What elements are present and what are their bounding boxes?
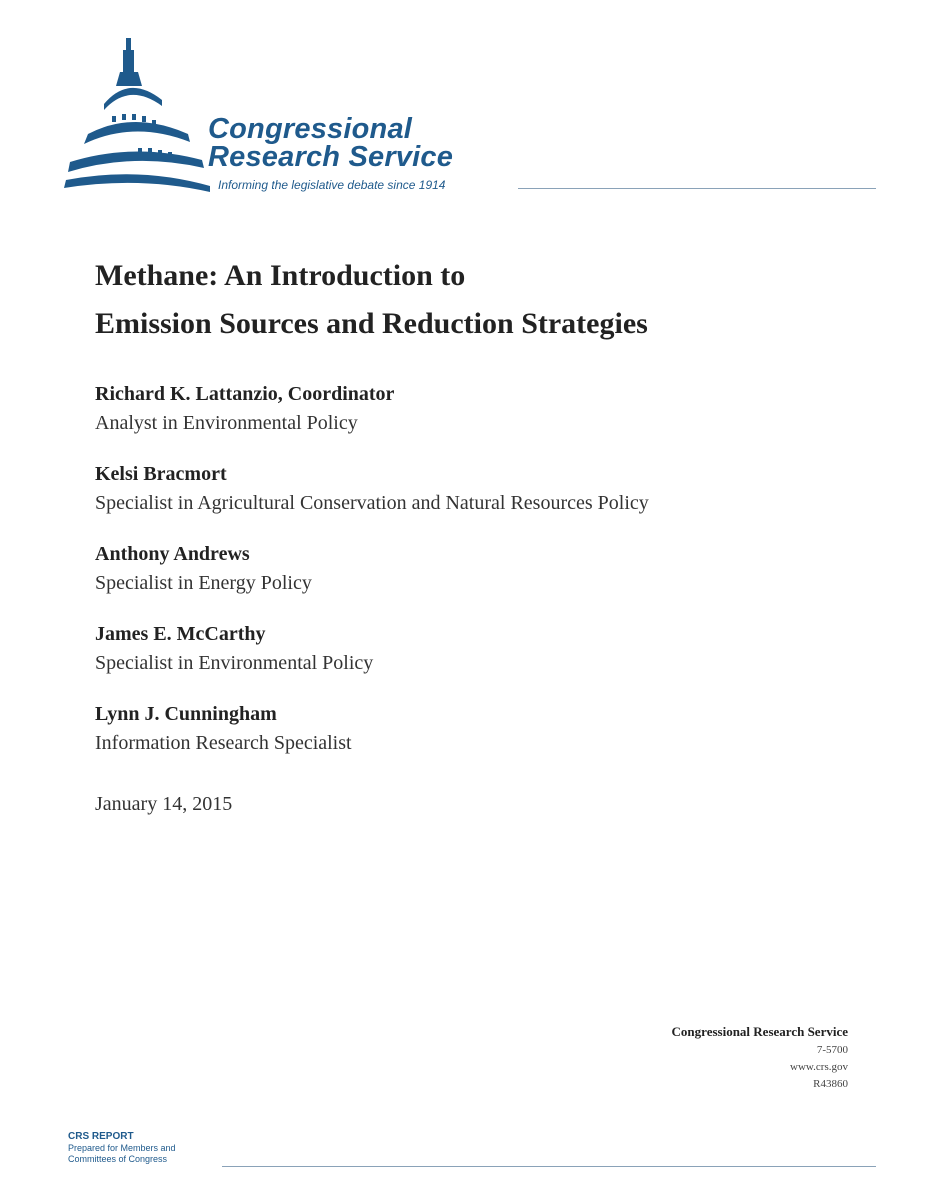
author-list — [95, 380, 649, 780]
author-entry — [95, 620, 649, 678]
crs-brand — [208, 115, 453, 171]
publication-date: January 14, 2015 — [95, 793, 233, 815]
author-role: Analyst in Environmental Policy — [95, 412, 358, 434]
author-name: Lynn J. Cunningham — [95, 703, 277, 725]
crs-url: www.crs.gov — [790, 1061, 848, 1073]
author-role: Specialist in Agricultural Conservation and Natural Resources Policy — [95, 492, 649, 514]
crs-name: Congressional Research Service — [671, 1024, 848, 1039]
header-divider — [518, 188, 876, 189]
brand-line-1: Congressional — [208, 113, 413, 145]
report-label-heading: CRS REPORT — [68, 1131, 134, 1142]
author-entry — [95, 460, 649, 518]
author-role: Specialist in Environmental Policy — [95, 652, 374, 674]
author-name: James E. McCarthy — [95, 623, 266, 645]
author-entry — [95, 380, 649, 438]
footer-divider — [222, 1166, 876, 1167]
report-label-line-1: Prepared for Members and — [68, 1143, 176, 1153]
report-label-line-2: Committees of Congress — [68, 1154, 168, 1164]
report-number: R43860 — [813, 1078, 848, 1090]
crs-report-label — [68, 1131, 176, 1165]
author-entry — [95, 700, 649, 758]
author-entry — [95, 540, 649, 598]
brand-tagline: Informing the legislative debate since 1914 — [218, 178, 446, 192]
author-role: Information Research Specialist — [95, 732, 352, 754]
author-role: Specialist in Energy Policy — [95, 572, 312, 594]
document-title — [95, 252, 648, 348]
brand-line-2: Research Service — [208, 141, 454, 173]
title-line-1: Methane: An Introduction to — [95, 259, 466, 292]
title-line-2: Emission Sources and Reduction Strategies — [95, 307, 648, 340]
author-name: Anthony Andrews — [95, 543, 250, 565]
crs-info-block — [672, 1022, 848, 1093]
author-name: Richard K. Lattanzio, Coordinator — [95, 383, 395, 405]
crs-code: 7-5700 — [816, 1044, 848, 1056]
author-name: Kelsi Bracmort — [95, 463, 227, 485]
